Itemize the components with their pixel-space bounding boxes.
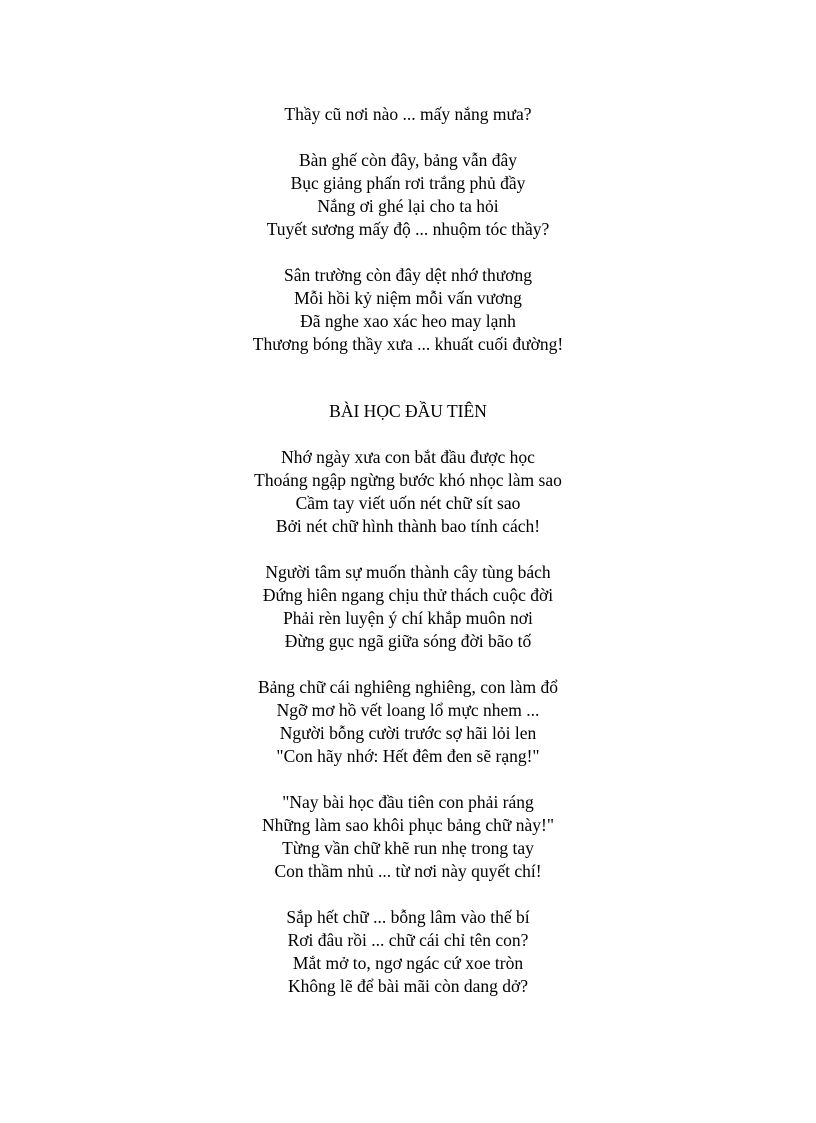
stanza-1 [0, 103, 816, 126]
poem-line: Sân trường còn đây dệt nhớ thương [284, 265, 532, 285]
poem-line: Đừng gục ngã giữa sóng đời bão tố [284, 631, 532, 651]
poem-line: "Con hãy nhớ: Hết đêm đen sẽ rạng!" [276, 746, 540, 766]
stanza-5 [0, 906, 816, 998]
poem-line: Bảng chữ cái nghiêng nghiêng, con làm đổ [257, 677, 559, 697]
poem-line: Đã nghe xao xác heo may lạnh [300, 311, 516, 331]
poem-line: Bàn ghế còn đây, bảng vẫn đây [298, 150, 518, 170]
poem-title: BÀI HỌC ĐẦU TIÊN [329, 401, 487, 421]
poem-line: Tuyết sương mấy độ ... nhuộm tóc thầy? [266, 219, 550, 239]
poem-line: Thương bóng thầy xưa ... khuất cuối đường! [252, 334, 564, 354]
poem-line: Mắt mở to, ngơ ngác cứ xoe tròn [292, 953, 524, 973]
poem-line: Cầm tay viết uốn nét chữ sít sao [295, 493, 521, 513]
stanza-1 [0, 446, 816, 538]
poem-line: Rơi đâu rồi ... chữ cái chỉ tên con? [287, 930, 529, 950]
poem-line: Bục giảng phấn rơi trắng phủ đầy [290, 173, 526, 193]
stanza-3 [0, 676, 816, 768]
stanza-gap [0, 126, 816, 149]
poem-line: Những làm sao khôi phục bảng chữ này!" [262, 815, 554, 835]
stanza-4 [0, 791, 816, 883]
poem-line: Thầy cũ nơi nào ... mấy nắng mưa? [284, 104, 532, 124]
poem-line: Phải rèn luyện ý chí khắp muôn nơi [283, 608, 533, 628]
poem-line: "Nay bài học đầu tiên con phải ráng [282, 792, 534, 812]
stanza-gap [0, 241, 816, 264]
stanza-2 [0, 149, 816, 241]
poem-line: Mỗi hồi kỷ niệm mỗi vấn vương [294, 288, 522, 308]
poem-line: Nhớ ngày xưa con bắt đầu được học [281, 447, 535, 467]
poem-line: Người tâm sự muốn thành cây tùng bách [265, 562, 551, 582]
poem-line: Từng vần chữ khẽ run nhẹ trong tay [282, 838, 534, 858]
poem-2 [0, 446, 816, 998]
stanza-gap [0, 653, 816, 676]
poem-line: Ngỡ mơ hồ vết loang lổ mực nhem ... [276, 700, 540, 720]
poem-line: Đứng hiên ngang chịu thử thách cuộc đời [262, 585, 554, 605]
stanza-gap [0, 883, 816, 906]
poem-line: Bởi nét chữ hình thành bao tính cách! [275, 516, 541, 536]
stanza-gap [0, 538, 816, 561]
stanza-gap [0, 768, 816, 791]
poem-line: Nắng ơi ghé lại cho ta hỏi [317, 196, 499, 216]
poem-line: Không lẽ để bài mãi còn dang dở? [287, 976, 529, 996]
poem-line: Thoáng ngập ngừng bước khó nhọc làm sao [254, 470, 562, 490]
poem-line: Sắp hết chữ ... bỗng lâm vào thế bí [286, 907, 530, 927]
stanza-3 [0, 264, 816, 356]
poem-1 [0, 103, 816, 356]
poem-line: Con thầm nhủ ... từ nơi này quyết chí! [274, 861, 542, 881]
stanza-2 [0, 561, 816, 653]
poem-line: Người bỗng cười trước sợ hãi lỏi len [279, 723, 537, 743]
